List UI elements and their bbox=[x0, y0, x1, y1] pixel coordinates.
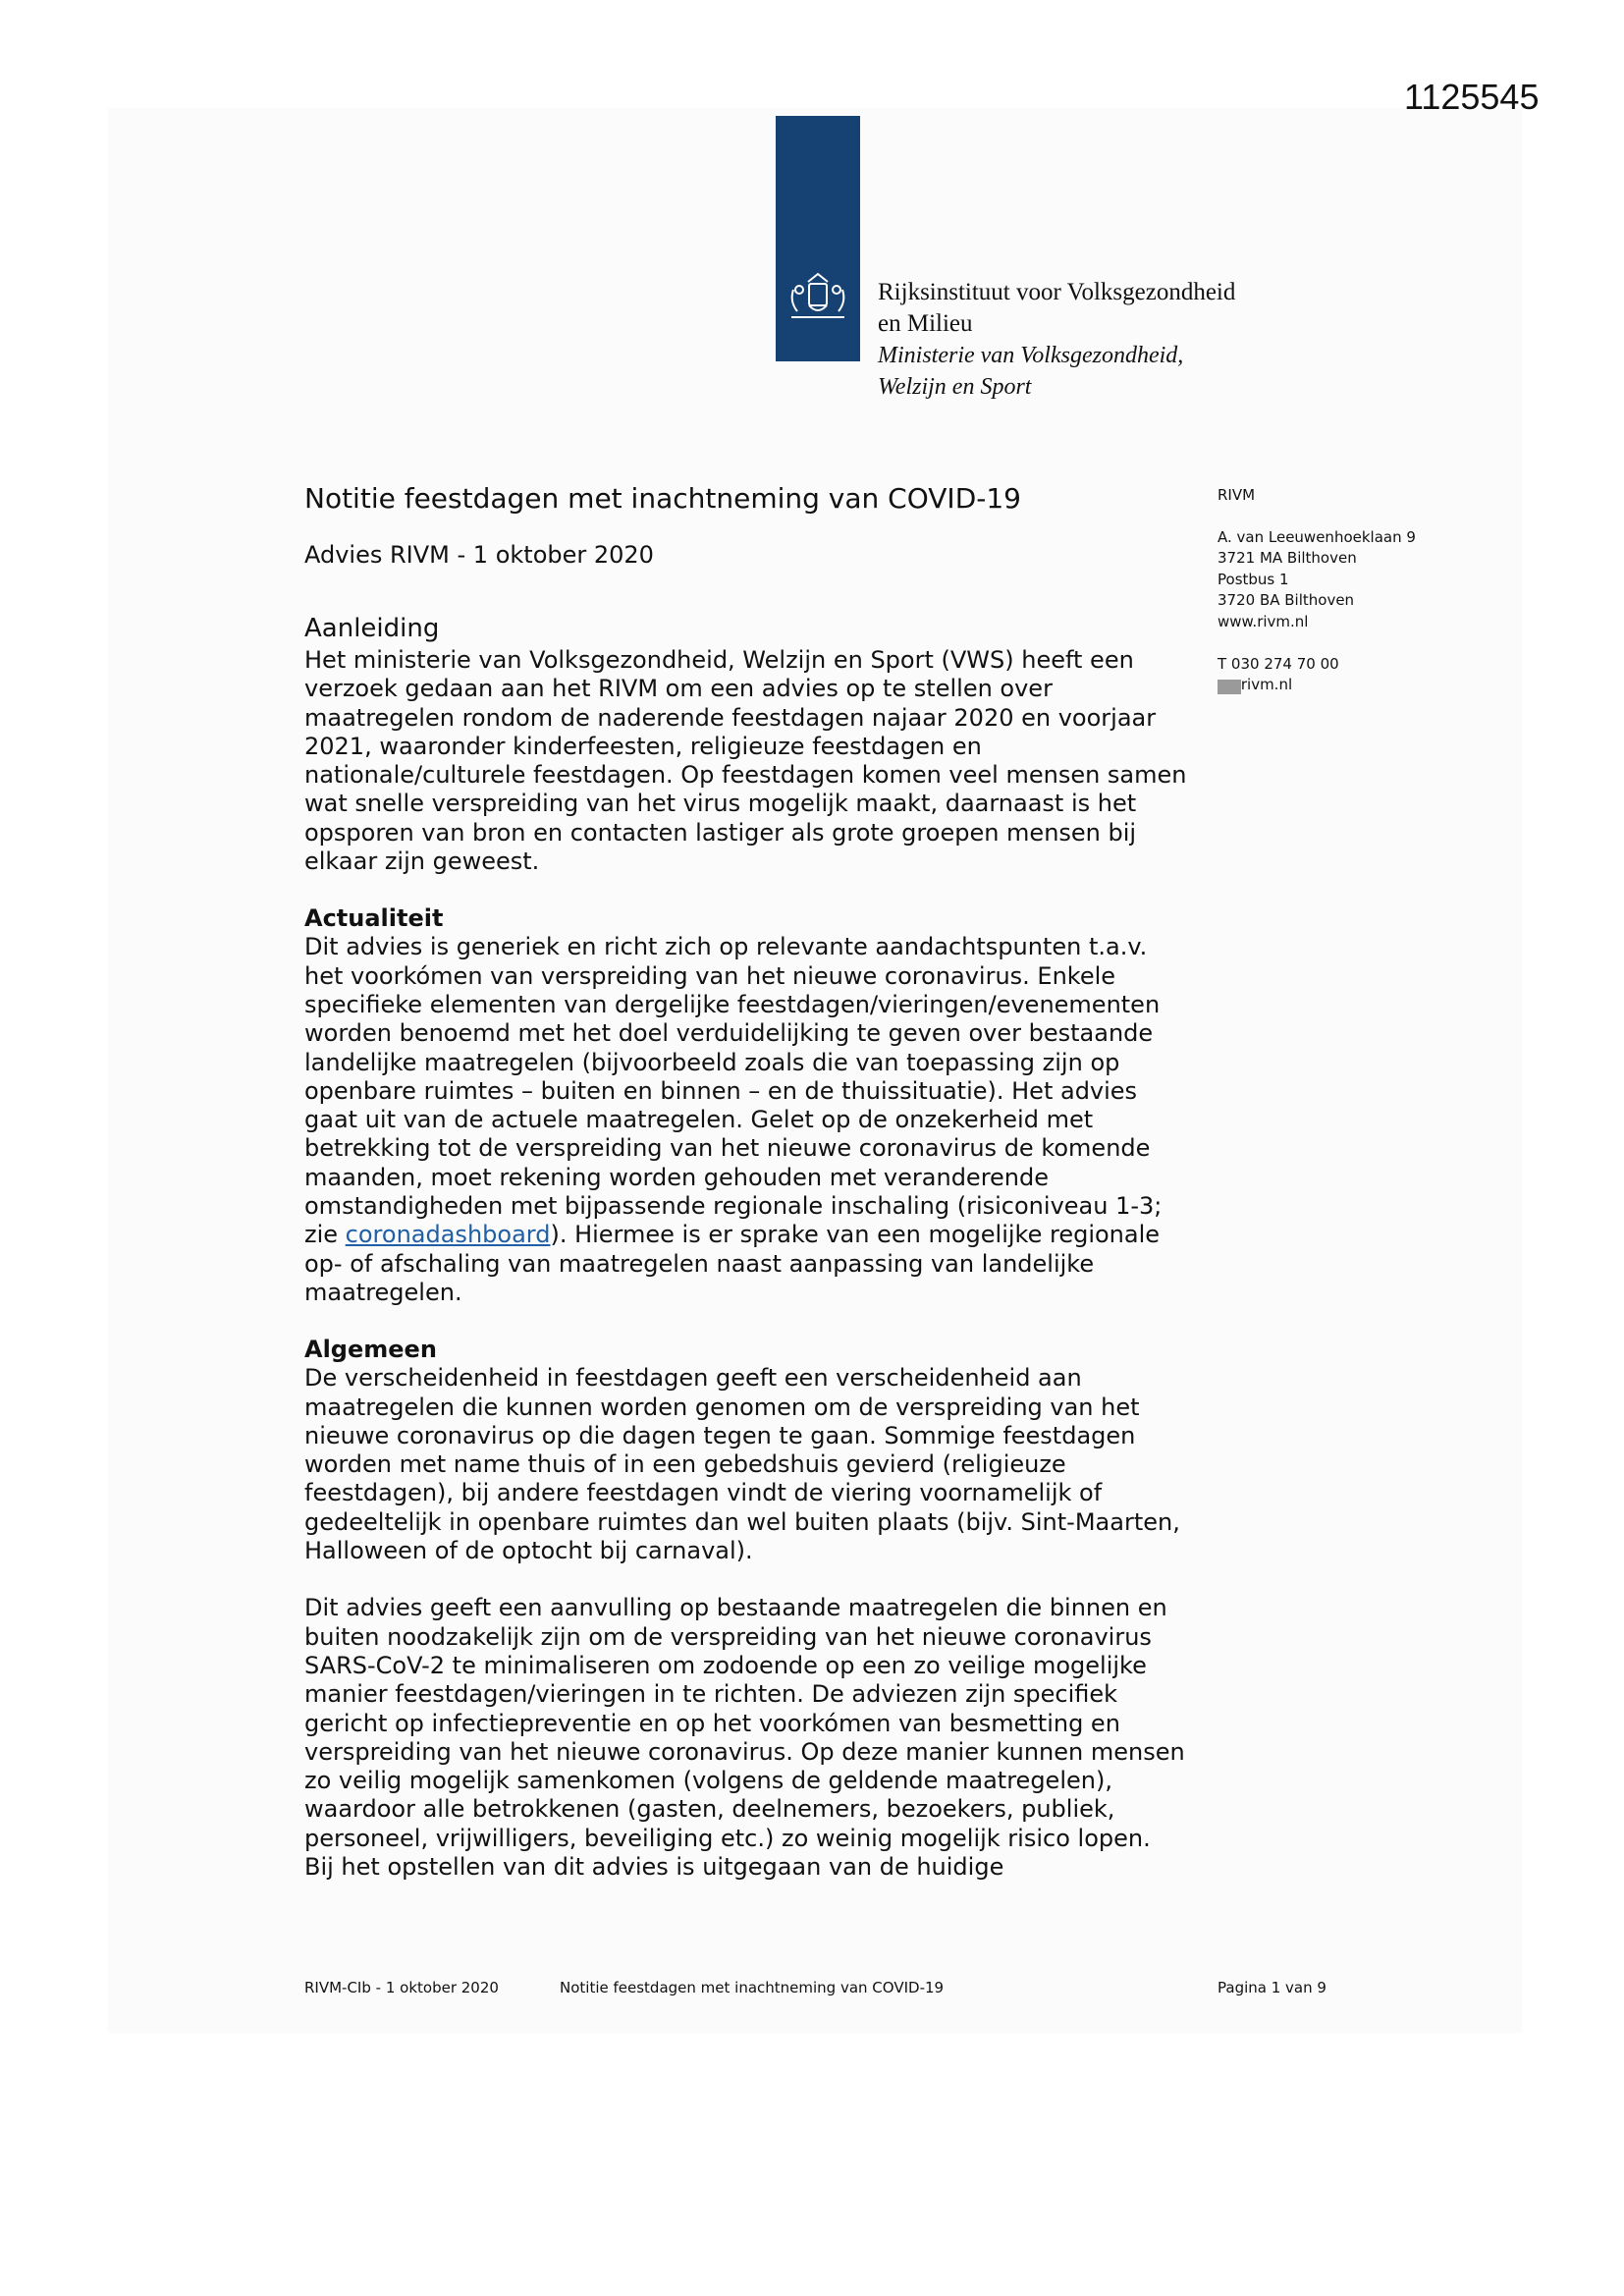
address-line: 3721 MA Bilthoven bbox=[1218, 549, 1357, 568]
text-line: maatregelen. bbox=[304, 1278, 462, 1306]
text-line: gericht op infectiepreventie en op het voorkómen van besmetting en bbox=[304, 1709, 1120, 1737]
link-prefix: zie bbox=[304, 1221, 346, 1249]
text-line: worden met name thuis of in een gebedshuis gevierd (religieuze bbox=[304, 1450, 1066, 1479]
text-line: maanden, moet rekening worden gehouden met veranderende bbox=[304, 1163, 1050, 1191]
text-line: zo veilig mogelijk samenkomen (volgens de geldende maatregelen), bbox=[304, 1767, 1112, 1795]
text-line: omstandigheden met bijpassende regionale inschaling (risiconiveau 1-3; bbox=[304, 1192, 1163, 1221]
organization-block bbox=[878, 277, 1235, 403]
text-line: worden benoemd met het doel verduidelijking te geven over bestaande bbox=[304, 1019, 1154, 1048]
sidebar-address bbox=[1218, 527, 1453, 633]
paragraph-actualiteit bbox=[304, 933, 1208, 1307]
text-line: het voorkómen van verspreiding van het nieuwe coronavirus. Enkele bbox=[304, 961, 1116, 990]
section-heading-algemeen: Algemeen bbox=[304, 1336, 437, 1364]
email-domain: rivm.nl bbox=[1240, 676, 1293, 694]
text-line: Dit advies is generiek en richt zich op relevante aandachtspunten t.a.v. bbox=[304, 933, 1148, 961]
text-line: Dit advies geeft een aanvulling op bestaande maatregelen die binnen en bbox=[304, 1594, 1167, 1622]
section-heading-aanleiding: Aanleiding bbox=[304, 614, 440, 643]
text-line-with-link bbox=[304, 1221, 1208, 1249]
sidebar-email bbox=[1218, 675, 1453, 696]
text-line: gaat uit van de actuele maatregelen. Gelet op de onzekerheid met bbox=[304, 1106, 1094, 1134]
address-line: Postbus 1 bbox=[1218, 570, 1289, 588]
text-line: Het ministerie van Volksgezondheid, Welzijn en Sport (VWS) heeft een bbox=[304, 646, 1134, 674]
text-line: wat snelle verspreiding van het virus mogelijk maakt, daarnaast is het bbox=[304, 790, 1137, 818]
footer-page-number: Pagina 1 van 9 bbox=[1218, 1979, 1326, 1996]
coronadashboard-link[interactable]: coronadashboard bbox=[345, 1221, 551, 1249]
text-line: specifieke elementen van dergelijke feestdagen/vieringen/evenementen bbox=[304, 990, 1161, 1018]
text-line: verzoek gedaan aan het RIVM om een advies op te stellen over bbox=[304, 675, 1053, 703]
text-line: buiten noodzakelijk zijn om de verspreiding van het nieuwe coronavirus bbox=[304, 1622, 1152, 1651]
ministry-line1: Ministerie van Volksgezondheid, bbox=[878, 343, 1184, 368]
crest-icon bbox=[784, 268, 852, 327]
text-line: waardoor alle betrokkenen (gasten, deelnemers, bezoekers, publiek, bbox=[304, 1795, 1115, 1824]
redaction-box: 1.2 bbox=[1218, 678, 1241, 696]
text-line: nationale/culturele feestdagen. Op feestdagen komen veel mensen samen bbox=[304, 761, 1187, 790]
text-line: nieuwe coronavirus op die dagen tegen te gaan. Sommige feestdagen bbox=[304, 1421, 1136, 1449]
address-line: A. van Leeuwenhoeklaan 9 bbox=[1218, 527, 1416, 546]
sidebar-org: RIVM bbox=[1218, 486, 1256, 504]
section-heading-actualiteit: Actualiteit bbox=[304, 904, 444, 933]
paragraph-algemeen-1 bbox=[304, 1364, 1208, 1565]
website-link[interactable]: www.rivm.nl bbox=[1218, 612, 1309, 630]
sidebar-contact bbox=[1218, 485, 1453, 696]
text-line: SARS-CoV-2 te minimaliseren om zodoende op een zo veilige mogelijke bbox=[304, 1651, 1147, 1679]
sidebar-phone: T 030 274 70 00 bbox=[1218, 654, 1339, 673]
org-name-line2: en Milieu bbox=[878, 310, 973, 337]
paragraph-aanleiding bbox=[304, 646, 1208, 876]
text-line: maatregelen rondom de naderende feestdagen najaar 2020 en voorjaar bbox=[304, 703, 1157, 732]
address-line: 3720 BA Bilthoven bbox=[1218, 591, 1355, 610]
text-line: opsporen van bron en contacten lastiger als grote groepen mensen bij bbox=[304, 818, 1137, 847]
text-line: op- of afschaling van maatregelen naast aanpassing van landelijke bbox=[304, 1249, 1095, 1278]
text-line: maatregelen die kunnen worden genomen om de verspreiding van het bbox=[304, 1393, 1140, 1421]
footer-left: RIVM-CIb - 1 oktober 2020 bbox=[304, 1979, 499, 1996]
document-title: Notitie feestdagen met inachtneming van COVID-19 bbox=[304, 482, 1021, 515]
paragraph-algemeen-2 bbox=[304, 1594, 1208, 1882]
text-line: betrekking tot de verspreiding van het nieuwe coronavirus de komende bbox=[304, 1134, 1151, 1163]
main-content bbox=[304, 481, 1208, 1882]
page-footer bbox=[304, 1979, 1345, 2002]
text-line: manier feestdagen/vieringen in te richten. De adviezen zijn specifiek bbox=[304, 1680, 1118, 1709]
text-line: feestdagen), bij andere feestdagen vindt de viering voornamelijk of bbox=[304, 1479, 1103, 1507]
ministry-line2: Welzijn en Sport bbox=[878, 374, 1032, 400]
text-line: verspreiding van het nieuwe coronavirus. Op deze manier kunnen mensen bbox=[304, 1737, 1185, 1766]
text-line: Halloween of de optocht bij carnaval). bbox=[304, 1537, 753, 1565]
text-line: personeel, vrijwilligers, beveiliging etc.) zo weinig mogelijk risico lopen. bbox=[304, 1824, 1151, 1852]
text-line: gedeeltelijk in openbare ruimtes dan wel buiten plaats (bijv. Sint-Maarten, bbox=[304, 1507, 1180, 1536]
text-line: De verscheidenheid in feestdagen geeft een verscheidenheid aan bbox=[304, 1364, 1082, 1393]
text-line: 2021, waaronder kinderfeesten, religieuze feestdagen en bbox=[304, 732, 982, 760]
government-logo-bar bbox=[776, 116, 860, 361]
footer-center: Notitie feestdagen met inachtneming van COVID-19 bbox=[560, 1979, 945, 1996]
text-line: Bij het opstellen van dit advies is uitgegaan van de huidige bbox=[304, 1852, 1004, 1881]
org-name-line1: Rijksinstituut voor Volksgezondheid bbox=[878, 279, 1236, 305]
text-line: openbare ruimtes – buiten en binnen – en de thuissituatie). Het advies bbox=[304, 1076, 1138, 1105]
document-number: 1125545 bbox=[1404, 77, 1540, 117]
text-line: elkaar zijn geweest. bbox=[304, 847, 540, 876]
text-line: landelijke maatregelen (bijvoorbeeld zoals die van toepassing zijn op bbox=[304, 1048, 1120, 1076]
link-suffix: ). Hiermee is er sprake van een mogelijke regionale bbox=[550, 1221, 1161, 1249]
document-subtitle: Advies RIVM - 1 oktober 2020 bbox=[304, 541, 654, 569]
